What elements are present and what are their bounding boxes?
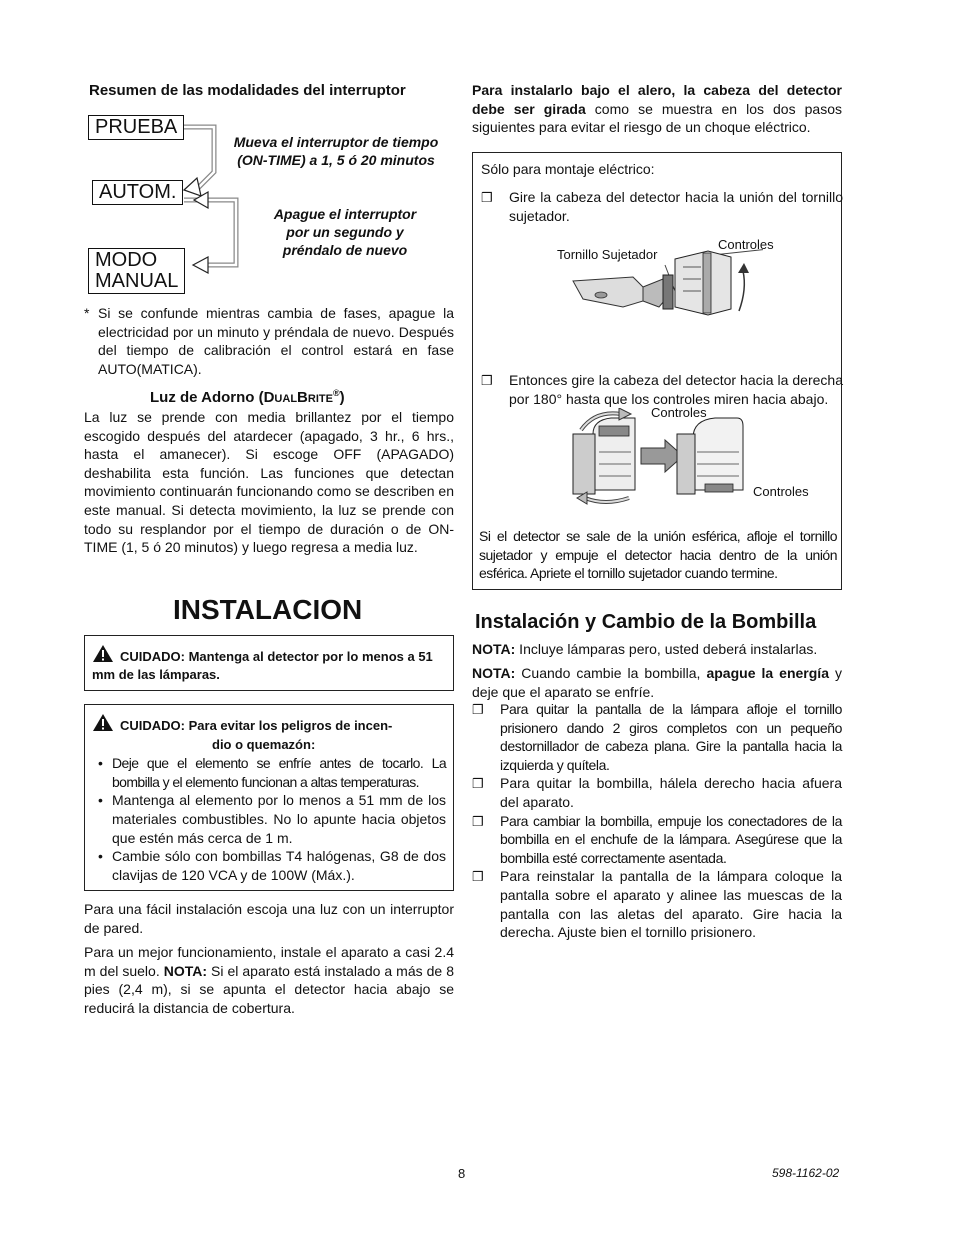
- nota-1-text: Incluye lámparas pero, usted deberá instalarlas.: [515, 641, 818, 657]
- warning-icon: [92, 713, 114, 732]
- dualbrite-heading-c: Brite: [297, 389, 333, 406]
- mount-step-1: [481, 188, 843, 225]
- footnote: [84, 304, 454, 378]
- arrow2-caption: [250, 205, 440, 259]
- summary-heading: Resumen de las modalidades del interruptor: [89, 82, 406, 99]
- caution-2-item-text: Mantenga al elemento por lo menos a 51 mm de los materiales combustibles. No lo apunte hacia objetos que estén más cerca de 1 m.: [112, 792, 446, 846]
- arrow1-caption: [220, 133, 452, 169]
- nota-label: NOTA:: [472, 641, 516, 657]
- nota-2-b: y deje que el aparato se enfríe.: [472, 665, 842, 700]
- mount-step-2: [481, 371, 843, 408]
- mode-auto-box: [92, 180, 183, 205]
- eave-intro: [472, 81, 842, 137]
- footnote-mark: *: [84, 305, 90, 321]
- label-controles-3: Controles: [753, 484, 809, 499]
- detector-rotation-diagram: [563, 249, 763, 329]
- mode-manual-box: [88, 248, 185, 294]
- install-para-2-b: Si el aparato está instalado a más de 8 pies (2,4 m), si se apunta el detector hacia abajo se reducirá la distancia de cobertura.: [84, 962, 455, 1016]
- install-para-2: [84, 943, 454, 1017]
- nota-2-a: Cuando cambie la bombilla,: [515, 665, 707, 681]
- eave-intro-rest: como se muestra en los dos pasos siguientes para evitar el riesgo de un choque eléctrico.: [472, 100, 842, 136]
- mode-test-box: [88, 115, 184, 140]
- dualbrite-text: La luz se prende con media brillantez por el tiempo escogido después del atardecer (apagado, 3 hr., 6 hrs., hasta el amanecer). Si escoge OFF (APAGADO) deshabilita esta función. Las funciones que detectan movimiento continuarán funcionando como se describen en este manual. Si detecta movimiento, la luz se prende con todo su resplandor por el tiempo de duración o de ON-TIME (1, 5 ó 20 minutos) y luego regresa a media luz.: [84, 409, 454, 556]
- bullet: •: [98, 848, 103, 865]
- footnote-text: Si se confunde mientras cambia de fases, apague la electricidad por un minuto y préndala de nuevo. Después del tiempo de calibración el control estará en fase AUTO(MATICA).: [98, 305, 454, 377]
- caution-2-item-text: Cambie sólo con bombillas T4 halógenas, G8 de dos clavijas de 120 VCA y de 100W (Máx.).: [112, 848, 446, 883]
- bulb-step-text: Para quitar la bombilla, hálela derecho hacia afuera del aparato.: [500, 775, 842, 810]
- arrow1-caption-line2: (ON-TIME) a 1, 5 ó 20 minutos: [237, 152, 435, 168]
- caution-box-2: [84, 704, 454, 891]
- list-item: [472, 867, 842, 941]
- caution-2-item-text: Deje que el elemento se enfríe antes de tocarlo. La bombilla y el elemento funcionan a altas temperaturas.: [112, 755, 446, 790]
- caution-1-text: CUIDADO: Mantenga al detector por lo menos a 51 mm de las lámparas.: [92, 649, 433, 682]
- list-item: [472, 812, 842, 868]
- bulb-step-text: Para cambiar la bombilla, empuje los conectadores de la bombilla en el enchufe de la lámpara. Asegúrese que la bombilla esté correctamente asentada.: [500, 812, 842, 866]
- mount-step-1-text: Gire la cabeza del detector hacia la unión del tornillo sujetador.: [509, 189, 843, 224]
- install-title: INSTALACION: [173, 594, 363, 625]
- arrow2-caption-line2: por un segundo y: [286, 224, 404, 240]
- checkbox-icon: ❒: [481, 190, 493, 205]
- checkbox-icon: ❒: [472, 702, 484, 717]
- warning-icon: [92, 644, 114, 663]
- caution-2-title: [92, 713, 446, 754]
- mode-manual-label-1: MODO: [95, 249, 158, 271]
- dualbrite-heading: [150, 388, 345, 406]
- caution-box-1: [84, 635, 454, 691]
- mode-test-label: PRUEBA: [95, 116, 178, 138]
- dualbrite-heading-e: ): [339, 389, 345, 406]
- caution-2-title-line1: CUIDADO: Para evitar los peligros de incen-: [120, 718, 393, 733]
- label-controles-2: Controles: [651, 405, 707, 420]
- install-para-2-nota: NOTA:: [163, 962, 208, 979]
- mounting-box-title: Sólo para montaje eléctrico:: [481, 161, 655, 177]
- label-controles-1: Controles: [718, 237, 774, 252]
- list-item: [92, 791, 446, 847]
- detector-flip-diagram: [565, 408, 765, 508]
- bulb-step-text: Para reinstalar la pantalla de la lámpara coloque la pantalla sobre el aparato y alinee las muescas de la pantalla con las aletas del aparato. Gire hacia la derecha. Ajuste bien el tornillo prisionero.: [500, 868, 842, 941]
- bullet: •: [98, 755, 103, 772]
- document-code: 598-1162-02: [772, 1166, 840, 1180]
- checkbox-icon: ❒: [472, 813, 484, 829]
- bulb-nota-1: [472, 640, 842, 659]
- mode-auto-label: AUTOM.: [99, 181, 177, 203]
- mount-step-2-text: Entonces gire la cabeza del detector hacia la derecha por 180° hasta que los controles miren hacia abajo.: [509, 372, 843, 407]
- checkbox-icon: ❒: [472, 776, 484, 792]
- nota-2-bold: apague la energía: [706, 665, 829, 681]
- list-item: [472, 774, 842, 811]
- dualbrite-heading-a: Luz de Adorno (: [150, 389, 264, 406]
- bulb-step-text: Para quitar la pantalla de la lámpara afloje el tornillo prisionero dando 2 giros completos con un pequeño destornillador de cabeza plana. Gire la pantalla hacia la izquierda y quítela.: [500, 701, 842, 773]
- arrow2-caption-line1: Apague el interruptor: [273, 206, 417, 222]
- caution-2-title-line2: dio o quemazón:: [212, 736, 316, 752]
- arrow1-caption-line1: Mueva el interruptor de tiempo: [233, 134, 439, 150]
- eave-intro-bold: Para instalarlo bajo el alero, la cabeza del detector debe ser girada: [472, 82, 842, 117]
- list-item: [92, 754, 446, 791]
- checkbox-icon: ❒: [481, 373, 493, 389]
- registered-mark: ®: [332, 388, 340, 398]
- checkbox-icon: ❒: [472, 869, 484, 885]
- list-item: [92, 847, 446, 884]
- dualbrite-heading-b: Dual: [263, 389, 298, 406]
- page-number: 8: [458, 1166, 466, 1181]
- install-para-2-a: Para un mejor funcionamiento, instale el aparato a casi 2.4 m del suelo.: [84, 944, 454, 979]
- mounting-box-note: Si el detector se sale de la unión esférica, afloje el tornillo sujetador y empuje el detector hacia dentro de la unión esférica. Apriete el tornillo sujetador cuando termine.: [479, 528, 837, 582]
- nota-label: NOTA:: [472, 665, 516, 681]
- label-tornillo: Tornillo Sujetador: [557, 247, 658, 262]
- list-item: [472, 700, 842, 774]
- bulb-steps-list: [472, 700, 842, 942]
- bullet: •: [98, 792, 103, 809]
- arrow2-caption-line3: préndalo de nuevo: [282, 242, 408, 258]
- bulb-nota-2: [472, 664, 842, 701]
- install-para-1: Para una fácil instalación escoja una luz con un interruptor de pared.: [84, 901, 454, 936]
- bulb-heading: Instalación y Cambio de la Bombilla: [475, 611, 817, 633]
- mode-manual-label-2: MANUAL: [95, 270, 179, 292]
- mounting-box: [472, 152, 842, 590]
- caution-2-list: [92, 754, 446, 884]
